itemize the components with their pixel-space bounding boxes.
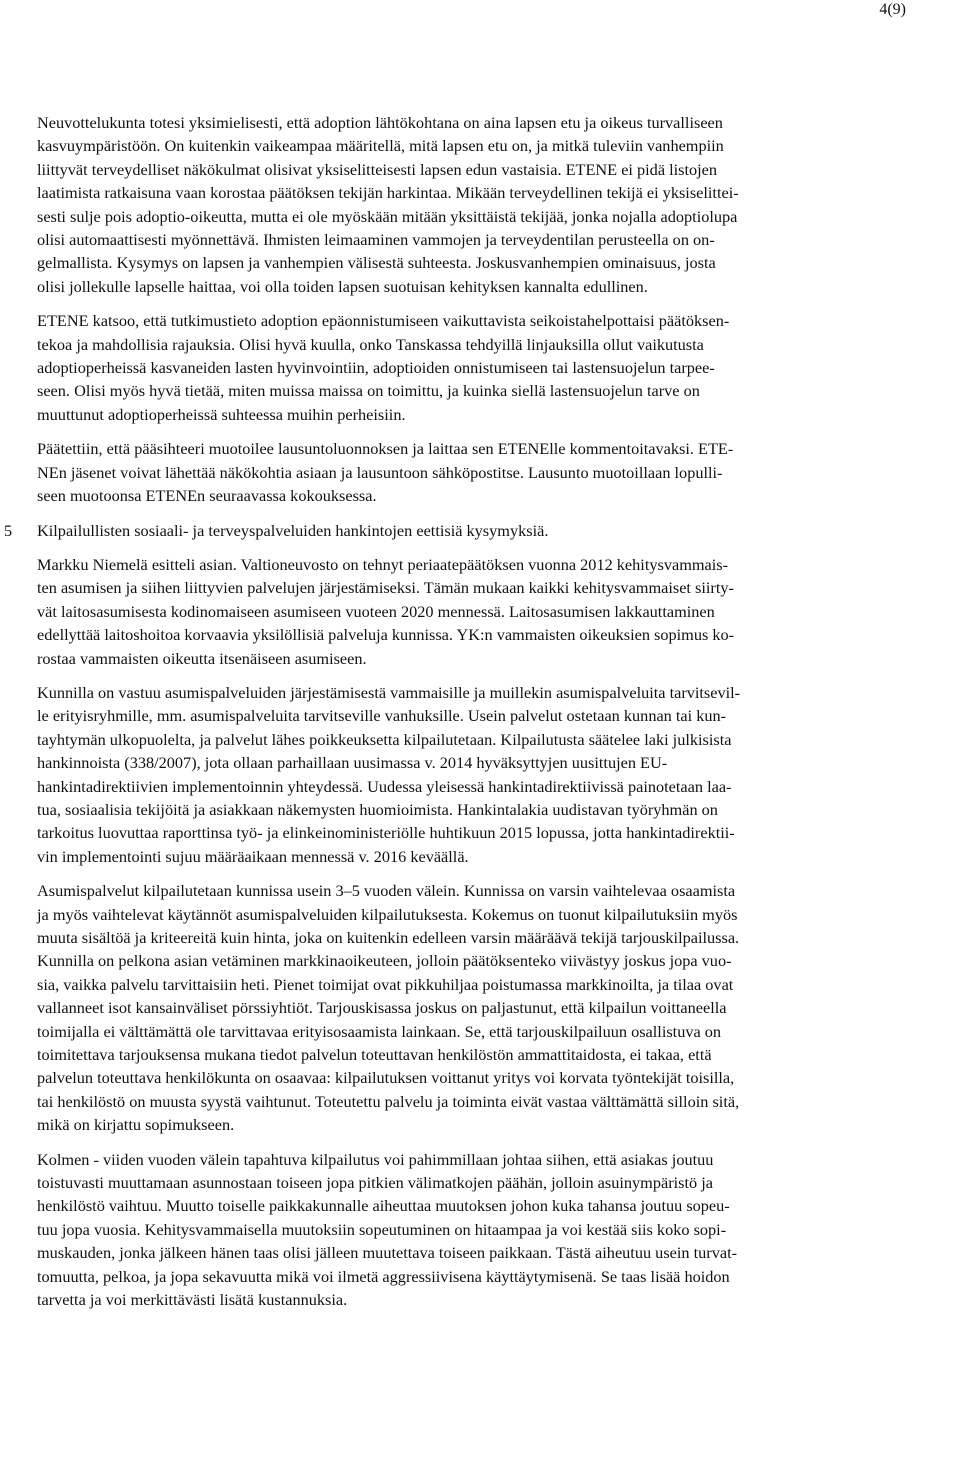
- paragraph-intro-3: Päätettiin, että pääsihteeri muotoilee lausuntoluonnoksen ja laittaa sen ETENElle kommentoitavaksi. ETE- NEn jäsenet voivat lähettää näkökohtia asiaan ja lausuntoon sähköpostitse. Lausunto muotoillaan lopulli- seen muotoonsa ETENEn seuraavassa kokouksessa.: [37, 439, 734, 506]
- paragraph-section-4: Kolmen - viiden vuoden välein tapahtuva kilpailutus voi pahimmillaan johtaa siihen, että asiakas joutuu toistuvasti muuttamaan asunnostaan toiseen jopa pitkien välimatkojen päähän, jolloin asuinympäristö ja henkilöstö vaihtuu. Muutto toiselle paikkakunnalle aiheuttaa muutoksen johon kuka tahansa joutuu sopeu- tuu jopa vuosia. Kehitysvammaisella muutoksiin sopeutuminen on hitaampaa ja voi kestää siis koko sopi- muskauden, jonka jälkeen hänen taas olisi jälleen muutettava toiseen paikkaan. Tästä aiheutuu usein turvat- tomuutta, pelkoa, ja jopa sekavuutta mikä voi ilmetä aggressiivisena käyttäytymisenä. Se taas lisää hoidon tarvetta ja voi merkittävästi lisätä kustannuksia.: [37, 1149, 738, 1310]
- document-body: [4, 111, 917, 1323]
- paragraph-section-2: Kunnilla on vastuu asumispalveluiden järjestämisestä vammaisille ja muillekin asumispalveluita tarvitsevil- le erityisryhmille, mm. asumispalveluita tarvitseville vanhuksille. Usein palvelut ostetaan kunnan tai kun- tayhtymän ulkopuolelta, ja palvelut lähes poikkeuksetta kilpailutetaan. Kilpailutusta säätelee laki julkisista hankinnoista (338/2007), jota ollaan parhaillaan uusimassa v. 2014 hyväksyttyjen uusittujen EU- hankintadirektiivien implementoinnin yhteydessä. Uudessa yleisessä hankintadirektiivissä painotetaan laa- tua, sosiaalisia tekijöitä ja asiakkaan näkemysten huomioimista. Hankintalakia uudistavan työryhmän on tarkoitus luovuttaa raporttinsa työ- ja elinkeinoministeriölle huhtikuun 2015 lopussa, jotta hankintadirektii- vin implementointi sujuu määräaikaan mennessä v. 2016 keväällä.: [37, 682, 741, 866]
- section-heading: [4, 519, 917, 542]
- paragraph-intro-1: Neuvottelukunta totesi yksimielisesti, että adoption lähtökohtana on aina lapsen etu ja oikeus turvalliseen kasvuympäristöön. On kuitenkin vaikeampaa määritellä, mitä lapsen etu on, ja mitkä tuleviin vanhempiin liittyvät terveydelliset näkökulmat olisivat yksiselitteisesti lapsen edun vastaisia. ETENE ei pidä listojen laatimista ratkaisuna vaan korostaa päätöksen tekijän harkintaa. Mikään terveydellinen tekijä ei yksiselittei- sesti sulje pois adoptio-oikeutta, mutta ei ole myöskään mitään yksittäistä tekijää, jonka nojalla adoptiolupa olisi automaattisesti myönnettävä. Ihmisten leimaaminen vammojen ja terveydentilan perusteella on on- gelmallista. Kysymys on lapsen ja vanhempien välisestä suhteesta. Joskusvanhempien ominaisuus, josta olisi jollekulle lapselle haittaa, voi olla toiden lapsen suotuisan kehityksen kannalta edullinen.: [37, 113, 739, 296]
- page-number: 4(9): [879, 1, 906, 18]
- section-title: Kilpailullisten sosiaali- ja terveyspalveluiden hankintojen eettisiä kysymyksiä.: [37, 520, 549, 540]
- section-number: 5: [4, 520, 13, 540]
- paragraph-section-1: Markku Niemelä esitteli asian. Valtioneuvosto on tehnyt periaatepäätöksen vuonna 2012 kehitysvammais- ten asumisen ja siihen liittyvien palvelujen järjestämiseksi. Tämän mukaan kaikki kehitysvammaiset siirty- vät laitosasumisesta kodinomaiseen asumiseen vuoteen 2020 mennessä. Laitosasumisen lakkauttaminen edellyttää laitoshoitoa korvaavia yksilöllisiä palveluja kunnissa. YK:n vammaisten oikeuksien sopimus ko- rostaa vammaisten oikeutta itsenäiseen asumiseen.: [37, 554, 735, 668]
- paragraph-intro-2: ETENE katsoo, että tutkimustieto adoption epäonnistumiseen vaikuttavista seikoistahelpottaisi päätöksen- tekoa ja mahdollisia rajauksia. Olisi hyvä kuulla, onko Tanskassa tehdyillä linjauksilla ollut vaikutusta adoptioperheissä kasvaneiden lasten hyvinvointiin, adoptioiden onnistumiseen tai lastensuojelun tarpee- seen. Olisi myös hyvä tietää, miten muissa maissa on toimittu, ja kuinka siellä lastensuojelun tarve on muuttunut adoptioperheissä suhteessa muihin perheisiin.: [37, 311, 730, 424]
- paragraph-section-3: Asumispalvelut kilpailutetaan kunnissa usein 3–5 vuoden välein. Kunnissa on varsin vaihtelevaa osaamista ja myös vaihtelevat käytännöt asumispalveluiden kilpailutuksesta. Kokemus on tuonut kilpailutuksiin myös muuta sisältöä ja kriteereitä kuin hinta, joka on kuitenkin edelleen varsin määräävä tekijä tarjouskilpailussa. Kunnilla on pelkona asian vetäminen markkinaoikeuteen, jolloin päätöksenteko viivästyy joskus jopa vuo- sia, vaikka palvelu tarvittaisiin heti. Pienet toimijat ovat pikkuhiljaa poistumassa markkinoilta, ja tilaa ovat vallanneet isot kansainväliset pörssiyhtiöt. Tarjouskisassa joskus on paljastunut, että kilpailun voittaneella toimijalla ei välttämättä ole tarvittavaa erityisosaamista lainkaan. Se, että tarjouskilpailuun osallistuva on toimitettava tarjouksensa mukana tiedot palvelun toteuttavan henkilöstön ammattitaidosta, ei takaa, että palvelun toteuttava henkilökunta on osaavaa: kilpailutuksen voittanut yritys voi korvata työntekijät toisilla, tai henkilöstö on muusta syystä vaihtunut. Toteutettu palvelu ja toiminta eivät vastaa välttämättä silloin sitä, mikä on kirjattu sopimukseen.: [37, 881, 740, 1135]
